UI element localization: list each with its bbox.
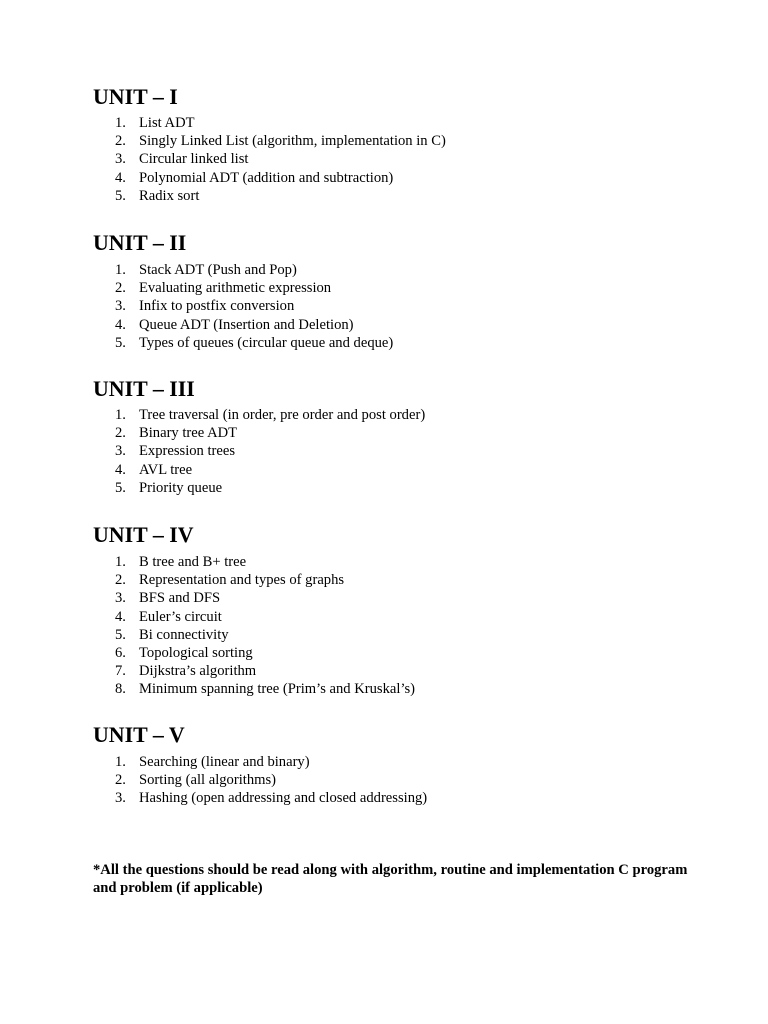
item-number: 8. (115, 681, 126, 698)
list-item (93, 187, 713, 205)
item-text: Polynomial ADT (addition and subtraction) (139, 169, 394, 186)
item-number: 1. (115, 754, 126, 770)
unit-3-section (93, 376, 713, 497)
item-number: 5. (115, 187, 126, 204)
list-item (93, 334, 713, 352)
list-item (93, 644, 713, 662)
list-item (93, 662, 713, 680)
item-number: 5. (115, 626, 126, 643)
item-text: Dijkstra’s algorithm (139, 663, 257, 680)
item-number: 1. (115, 262, 126, 278)
item-number: 3. (115, 443, 126, 460)
item-text: Representation and types of graphs (139, 572, 345, 589)
list-item (93, 680, 713, 698)
item-text: Tree traversal (in order, pre order and post order) (139, 407, 426, 423)
list-item (93, 424, 713, 442)
item-text: Circular linked list (139, 151, 249, 168)
unit-3-heading: UNIT – III (93, 376, 195, 401)
list-item (93, 406, 713, 424)
item-text: Bi connectivity (139, 626, 229, 643)
unit-1-section (93, 84, 713, 205)
item-text: Evaluating arithmetic expression (139, 280, 332, 297)
item-text: Euler’s circuit (139, 608, 222, 625)
item-text: Hashing (open addressing and closed addressing) (139, 790, 428, 807)
list-item (93, 589, 713, 607)
item-number: 1. (115, 115, 126, 131)
item-number: 3. (115, 151, 126, 168)
item-text: Searching (linear and binary) (139, 754, 310, 770)
item-number: 7. (115, 663, 126, 680)
list-item (93, 279, 713, 297)
item-text: Priority queue (139, 479, 223, 496)
item-number: 5. (115, 479, 126, 496)
item-number: 6. (115, 644, 126, 661)
unit-5-topic-list (93, 753, 713, 808)
list-item (93, 442, 713, 460)
item-text: Radix sort (139, 187, 200, 204)
item-number: 3. (115, 298, 126, 315)
item-number: 5. (115, 334, 126, 351)
item-text: AVL tree (139, 461, 193, 478)
item-number: 2. (115, 772, 126, 789)
list-item (93, 608, 713, 626)
item-text: Topological sorting (139, 644, 253, 661)
item-number: 3. (115, 590, 126, 607)
item-number: 4. (115, 169, 126, 186)
item-text: Minimum spanning tree (Prim’s and Kruskal’s) (139, 681, 416, 698)
unit-4-heading: UNIT – IV (93, 522, 194, 547)
item-text: B tree and B+ tree (139, 554, 247, 570)
list-item (93, 261, 713, 279)
list-item (93, 626, 713, 644)
item-number: 4. (115, 461, 126, 478)
list-item (93, 553, 713, 571)
list-item (93, 297, 713, 315)
item-number: 2. (115, 133, 126, 150)
unit-2-section (93, 230, 713, 352)
item-text: Types of queues (circular queue and deque) (139, 334, 394, 351)
unit-2-topic-list (93, 261, 713, 352)
item-text: Queue ADT (Insertion and Deletion) (139, 316, 354, 333)
item-text: Expression trees (139, 443, 236, 460)
unit-1-topic-list (93, 114, 713, 205)
item-number: 3. (115, 790, 126, 807)
list-item (93, 169, 713, 187)
unit-4-topic-list (93, 553, 713, 699)
list-item (93, 150, 713, 168)
item-number: 1. (115, 554, 126, 570)
item-number: 4. (115, 608, 126, 625)
footnote: *All the questions should be read along with algorithm, routine and implementation C program and problem (if applicable) (93, 861, 688, 897)
item-text: Binary tree ADT (139, 425, 238, 442)
item-text: List ADT (139, 115, 195, 131)
unit-3-topic-list (93, 406, 713, 497)
list-item (93, 114, 713, 132)
list-item (93, 771, 713, 789)
item-number: 2. (115, 280, 126, 297)
unit-5-heading: UNIT – V (93, 722, 185, 747)
list-item (93, 479, 713, 497)
item-text: Infix to postfix conversion (139, 298, 295, 315)
list-item (93, 789, 713, 807)
unit-1-heading: UNIT – I (93, 84, 178, 109)
item-number: 1. (115, 407, 126, 423)
item-number: 4. (115, 316, 126, 333)
item-number: 2. (115, 572, 126, 589)
item-text: BFS and DFS (139, 590, 221, 607)
item-number: 2. (115, 425, 126, 442)
item-text: Singly Linked List (algorithm, implementation in C) (139, 133, 446, 150)
item-text: Stack ADT (Push and Pop) (139, 262, 297, 278)
list-item (93, 571, 713, 589)
unit-4-section (93, 522, 713, 699)
list-item (93, 461, 713, 479)
list-item (93, 753, 713, 771)
list-item (93, 132, 713, 150)
list-item (93, 316, 713, 334)
unit-2-heading: UNIT – II (93, 230, 187, 255)
unit-5-section (93, 722, 713, 808)
item-text: Sorting (all algorithms) (139, 772, 277, 789)
